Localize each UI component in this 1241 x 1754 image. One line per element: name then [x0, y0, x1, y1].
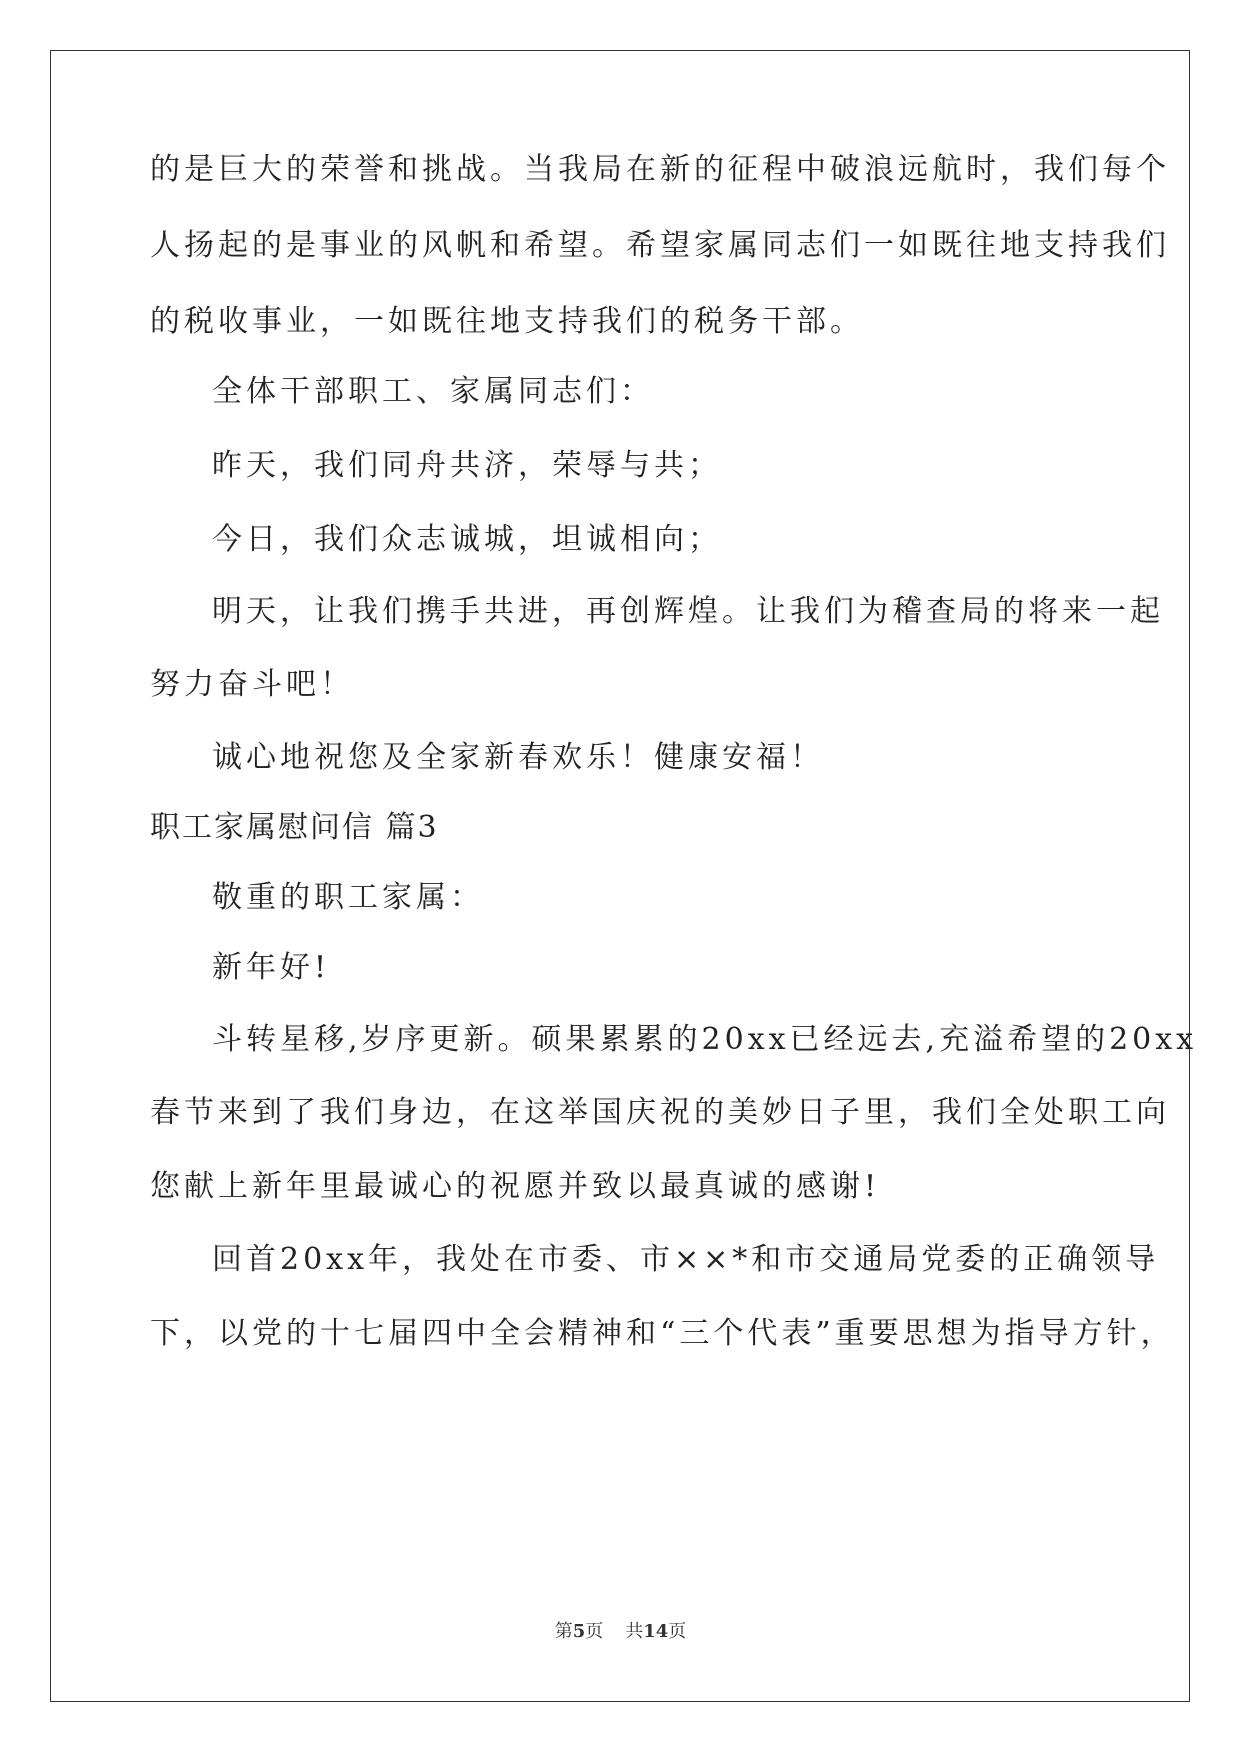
paragraph-line: 努力奋斗吧！ [150, 667, 354, 702]
footer-page-unit: 页 [585, 1621, 604, 1642]
footer-total-unit: 页 [668, 1621, 687, 1642]
page-border [50, 50, 1190, 1702]
footer-total-prefix: 共 [625, 1621, 644, 1642]
paragraph-line: 下，以党的十七届四中全会精神和“三个代表”重要思想为指导方针， [150, 1316, 1175, 1351]
salutation-line: 全体干部职工、家属同志们： [212, 374, 654, 409]
paragraph-line: 今日，我们众志诚城，坦诚相向； [212, 522, 722, 557]
paragraph-line: 您献上新年里最诚心的祝愿并致以最真诚的感谢! [150, 1169, 881, 1204]
total-pages-number: 14 [643, 1621, 669, 1642]
greeting-line: 新年好! [212, 950, 331, 985]
paragraph-line: 昨天，我们同舟共济，荣辱与共； [212, 448, 722, 483]
salutation-line: 敬重的职工家属： [212, 880, 484, 915]
paragraph-line: 斗转星移,岁序更新。硕果累累的20xx已经远去,充溢希望的20xx [212, 1022, 1198, 1057]
paragraph-line: 诚心地祝您及全家新春欢乐！健康安福！ [212, 740, 824, 775]
current-page-number: 5 [572, 1621, 586, 1642]
paragraph-line: 的税收事业，一如既往地支持我们的税务干部。 [150, 304, 864, 339]
section-heading: 职工家属慰问信 篇3 [150, 810, 439, 845]
paragraph-line: 的是巨大的荣誉和挑战。当我局在新的征程中破浪远航时，我们每个 [150, 152, 1170, 187]
paragraph-line: 回首20xx年，我处在市委、市××*和市交通局党委的正确领导 [212, 1242, 1160, 1277]
footer-prefix: 第 [554, 1621, 573, 1642]
paragraph-line: 人扬起的是事业的风帆和希望。希望家属同志们一如既往地支持我们 [150, 228, 1170, 263]
paragraph-line: 春节来到了我们身边，在这举国庆祝的美妙日子里，我们全处职工向 [150, 1095, 1170, 1130]
paragraph-line: 明天，让我们携手共进，再创辉煌。让我们为稽查局的将来一起 [212, 594, 1164, 629]
page-footer [0, 1620, 1241, 1644]
